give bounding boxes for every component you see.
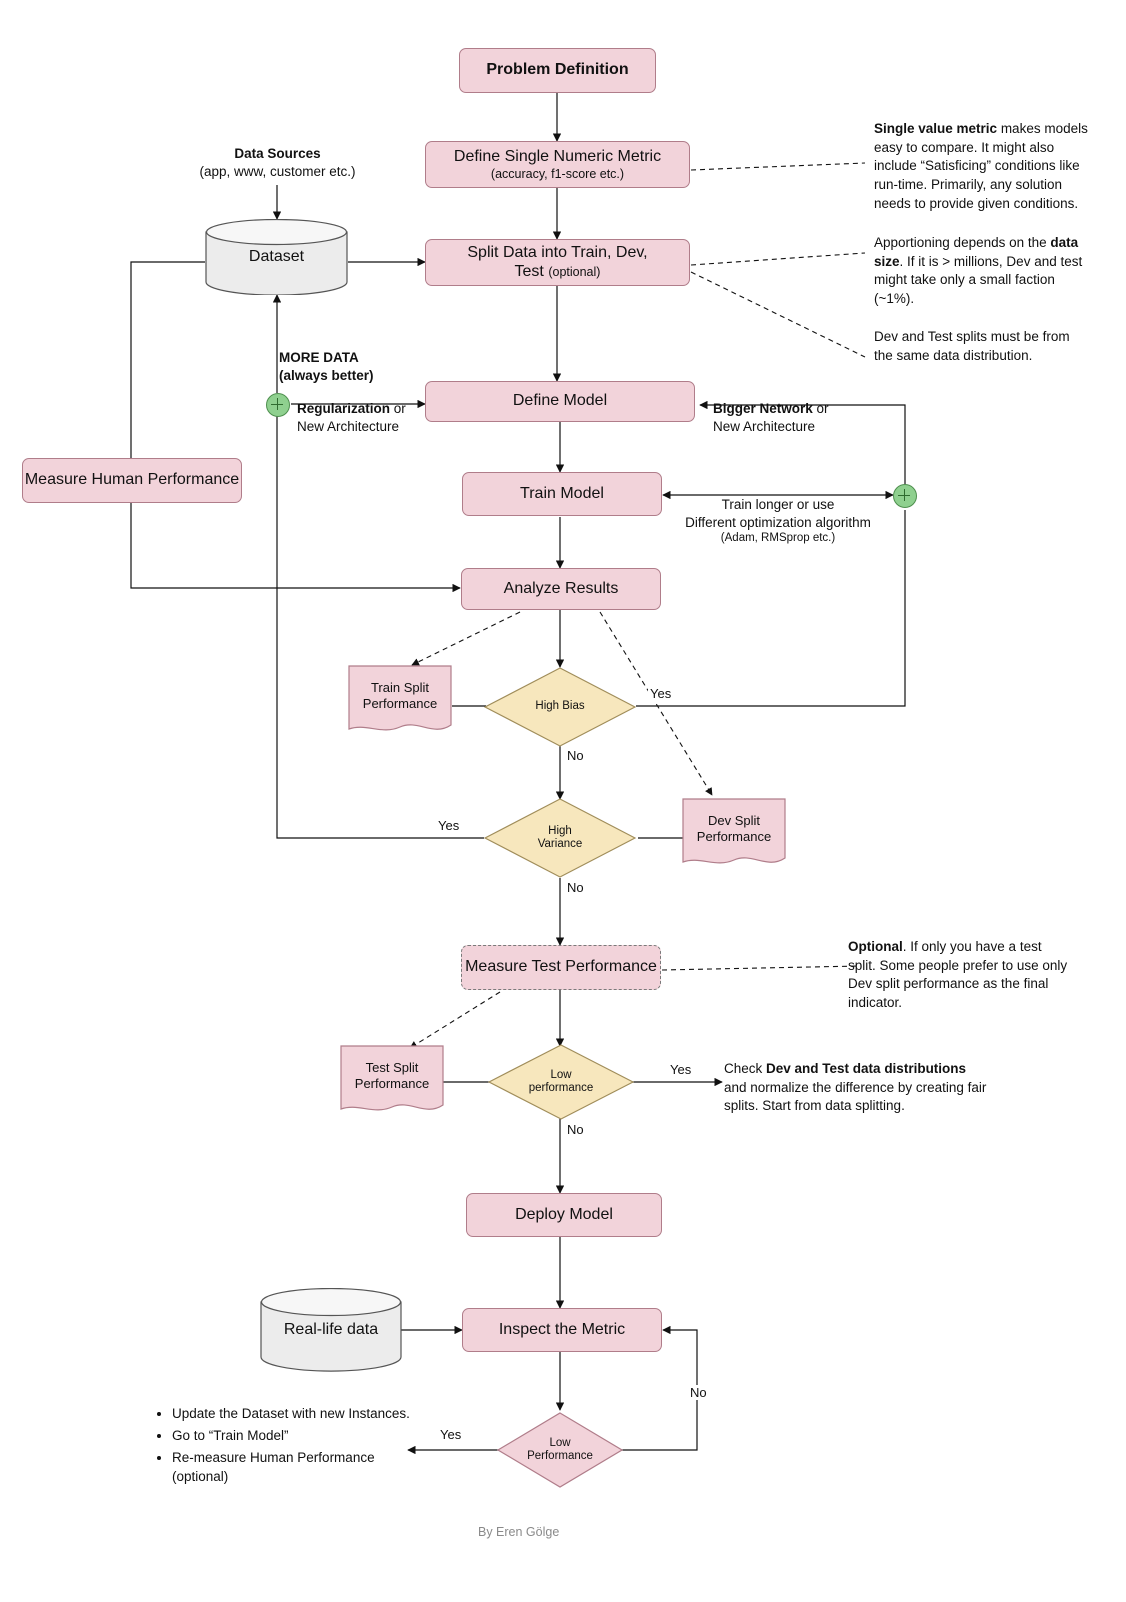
node-label: Measure Human Performance (24, 471, 240, 489)
node-define-single-numeric-metric[interactable] (425, 141, 690, 188)
decision-high-variance[interactable] (484, 798, 636, 878)
note-apportioning: Apportioning depends on the data size. If it is > millions, Dev and test might take only a small faction (~1%). (874, 235, 1083, 306)
node-inspect-the-metric[interactable] (462, 1308, 662, 1352)
node-label: Problem Definition (486, 61, 629, 79)
node-label-2: Test (514, 262, 544, 280)
node-label: Measure Test Performance (465, 958, 657, 976)
node-split-data[interactable] (425, 239, 690, 286)
node-label: Train Model (520, 484, 604, 502)
node-measure-test-performance[interactable] (461, 945, 661, 990)
decision-label: High Bias (535, 700, 585, 713)
edge-label-lowperf-yes: Yes (670, 1062, 692, 1077)
decision-label: Low performance (528, 1068, 594, 1094)
list-item: • Re-measure Human Performance (optional) (172, 1449, 418, 1485)
decision-label: High Variance (537, 824, 583, 850)
doc-dev-split-performance[interactable] (682, 798, 786, 870)
node-problem-definition[interactable] (459, 48, 656, 93)
label-data-sources: Data Sources (app, www, customer etc.) (199, 146, 356, 179)
node-label: Analyze Results (503, 579, 619, 597)
node-sublabel: (accuracy, f1-score etc.) (490, 166, 625, 181)
note-check-distributions: Check Dev and Test data distributions and normalize the difference by creating fair splits. Start from data splitting. (724, 1061, 987, 1114)
node-analyze-results[interactable] (461, 568, 661, 610)
node-define-model[interactable] (425, 381, 695, 422)
edge-label-variance-no: No (567, 880, 584, 895)
credit-label: By Eren Gölge (478, 1525, 560, 1539)
edge-label-bias-yes: Yes (650, 686, 672, 701)
node-label: Define Single Numeric Metric (453, 147, 662, 165)
node-deploy-model[interactable] (466, 1193, 662, 1237)
doc-label: Dev Split Performance (696, 813, 772, 844)
label-train-longer: Train longer or use Different optimization algorithm (Adam, RMSprop etc.) (685, 497, 871, 545)
node-sublabel: (optional) (548, 264, 601, 279)
node-dataset[interactable] (205, 219, 348, 295)
note-same-distribution: Dev and Test splits must be from the same data distribution. (874, 329, 1070, 363)
note-single-value-metric: Single value metric makes models easy to compare. It might also include “Satisficing” conditions like run-time. Primarily, any solution needs to provide given conditions. (874, 121, 1088, 211)
node-label: Dataset (248, 248, 305, 265)
list-item: • Go to “Train Model” (172, 1427, 418, 1445)
node-measure-human-performance[interactable] (22, 458, 242, 503)
node-label: Define Model (512, 392, 608, 410)
note-optional-test-split: Optional. If only you have a test split. Some people prefer to use only Dev split performance as the final indicator. (848, 939, 1068, 1010)
edge-label-variance-yes: Yes (438, 818, 460, 833)
doc-test-split-performance[interactable] (340, 1045, 444, 1117)
node-train-model[interactable] (462, 472, 662, 516)
merge-plus-icon-left (266, 393, 290, 417)
node-label: Deploy Model (515, 1205, 613, 1223)
node-label: Split Data into Train, Dev, (467, 243, 648, 261)
label-more-data: MORE DATA (always better) (279, 350, 374, 383)
label-regularization: Regularization or New Architecture (297, 401, 406, 434)
edge-label-inspect-yes: Yes (440, 1427, 462, 1442)
list-item: • Update the Dataset with new Instances. (172, 1405, 418, 1423)
decision-low-performance[interactable] (488, 1044, 634, 1120)
decision-high-bias[interactable] (484, 667, 636, 747)
label-bigger-network: Bigger Network or New Architecture (713, 401, 829, 434)
node-real-life-data[interactable] (260, 1288, 402, 1372)
edge-label-lowperf-no: No (567, 1122, 584, 1137)
merge-plus-icon-right (893, 484, 917, 508)
decision-label: Low Performance (527, 1436, 593, 1462)
node-label: Inspect the Metric (498, 1320, 626, 1338)
doc-label: Test Split Performance (354, 1060, 430, 1091)
doc-train-split-performance[interactable] (348, 665, 452, 737)
list-next-steps (150, 1405, 418, 1490)
edge-label-bias-no: No (567, 748, 584, 763)
decision-low-performance-deployed[interactable] (497, 1412, 623, 1488)
edge-label-inspect-no: No (690, 1385, 707, 1400)
doc-label: Train Split Performance (362, 680, 438, 711)
node-label: Real-life data (283, 1321, 379, 1338)
